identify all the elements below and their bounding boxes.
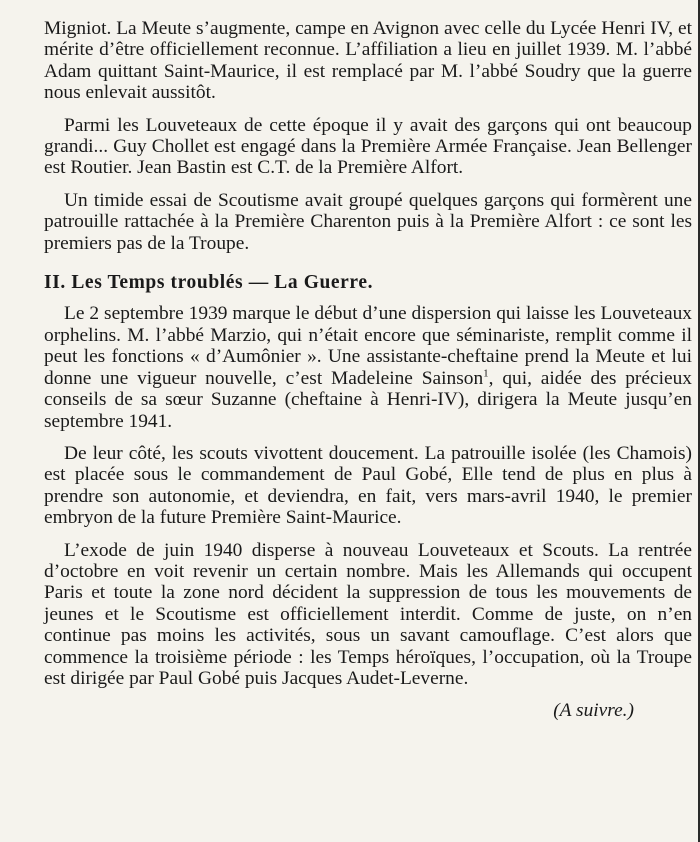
paragraph-dispersion bbox=[44, 303, 692, 431]
section-title: II. Les Temps troublés — La Guerre. bbox=[44, 272, 374, 294]
article-body bbox=[44, 18, 692, 722]
paragraph-exode: L’exode de juin 1940 disperse à nouveau Louveteaux et Scouts. La rentrée d’octobre en voit revenir un certain nombre. Mais les Allemands qui occupent Paris et toute la zone nord décident la suppression de tous les mouvements de jeunes et le Scoutisme est officiellement interdit. Comme de juste, on n’en continue pas moins les activités, sous un savant camouflage. C’est alors que commence la troisième période : les Temps héroïques, l’occupation, où la Troupe est dirigée par Paul Gobé puis Jacques Audet-Leverne. bbox=[44, 539, 692, 689]
paragraph-louveteaux: Parmi les Louveteaux de cette époque il y avait des garçons qui ont beaucoup grandi... Guy Chollet est engagé dans la Première Armée Française. Jean Bellenger est Routier. Jean Bastin est C.T. de la Première Alfort. bbox=[44, 114, 692, 179]
dispersion-text: Le 2 septembre 1939 marque le début d’une dispersion qui laisse les Louveteaux orphelins. M. l’abbé Marzio, qui n’était encore que séminariste, remplit comme il peut les fonctions « d’Aumônier ». Une assistante-cheftaine prend la Meute et lui donne une vigueur nouvelle, c’est Madeleine Sainson bbox=[44, 303, 692, 389]
paragraph-scouts: De leur côté, les scouts vivottent doucement. La patrouille isolée (les Chamois) est placée sous le commandement de Paul Gobé, Elle tend de plus en plus à prendre son autonomie, et deviendra, en fait, vers mars-avril 1940, le premier embryon de la future Première Saint-Maurice. bbox=[44, 442, 692, 529]
footnote-marker: 1 bbox=[483, 367, 489, 380]
paragraph-affiliation: Migniot. La Meute s’augmente, campe en Avignon avec celle du Lycée Henri IV, et mérite d’être officiellement reconnue. L’affiliation a lieu en juillet 1939. M. l’abbé Adam quittant Saint-Maurice, il est remplacé par M. l’abbé Soudry que la guerre nous enlevait aussitôt. bbox=[44, 18, 692, 104]
dispersion-text-cont: , qui, aidée des précieux conseils de sa sœur Suzanne (cheftaine à Henri-IV), dirigera la Meute jusqu’en septembre 1941. bbox=[44, 367, 692, 432]
paragraph-troupe-beginnings: Un timide essai de Scoutisme avait groupé quelques garçons qui formèrent une patrouille rattachée à la Première Charenton puis à la Première Alfort : ce sont les premiers pas de la Troupe. bbox=[44, 189, 692, 254]
to-be-continued: (A suivre.) bbox=[553, 700, 634, 722]
